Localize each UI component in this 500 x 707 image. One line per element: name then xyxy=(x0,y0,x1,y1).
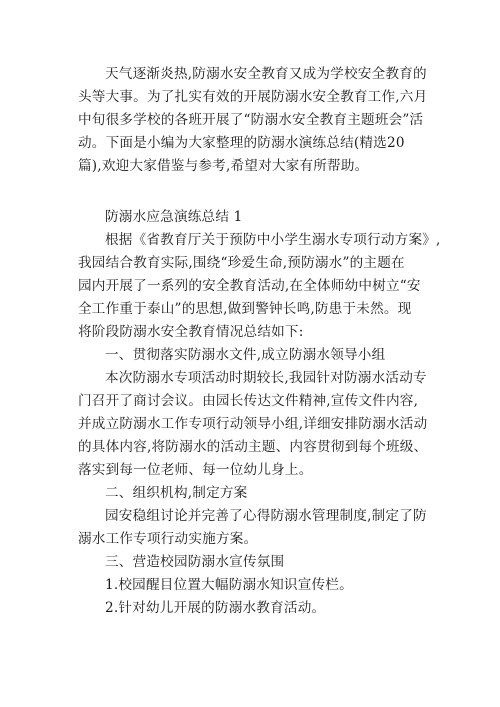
paragraph-line: 将阶段防溺水安全教育情况总结如下: xyxy=(78,324,304,340)
paragraph-line: 并成立防溺水工作专项行动领导小组,详细安排防溺水活动 xyxy=(78,416,428,432)
paragraph-line: 落实到每一位老师、每一位幼儿身上。 xyxy=(78,462,313,478)
section-heading: 三、营造校园防溺水宣传氛围 xyxy=(105,554,285,570)
list-item: 2.针对幼儿开展的防溺水教育活动。 xyxy=(105,600,326,616)
paragraph-line: 门召开了商讨会议。由园长传达文件精神,宣传文件内容, xyxy=(78,393,419,409)
paragraph-line: 全工作重于泰山”的思想,做到警钟长鸣,防患于未然。现 xyxy=(78,301,412,317)
intro-line: 头等大事。为了扎实有效的开展防溺水安全教育工作,六月 xyxy=(78,89,428,105)
section-title: 防溺水应急演练总结 1 xyxy=(105,209,243,225)
intro-line: 篇),欢迎大家借鉴与参考,希望对大家有所帮助。 xyxy=(78,158,369,174)
intro-line: 动。下面是小编为大家整理的防溺水演练总结(精选20 xyxy=(78,135,405,151)
intro-line: 天气逐渐炎热,防溺水安全教育又成为学校安全教育的 xyxy=(105,66,427,82)
paragraph-line: 的具体内容,将防溺水的活动主题、内容贯彻到每个班级、 xyxy=(78,439,428,455)
intro-line: 中旬很多学校的各班开展了“防溺水安全教育主题班会”活 xyxy=(78,112,424,128)
paragraph-line: 园内开展了一系列的安全教育活动,在全体师幼中树立“安 xyxy=(78,278,421,294)
paragraph-line: 根据《省教育厅关于预防中小学生溺水专项行动方案》, xyxy=(105,232,441,248)
paragraph-line: 溺水工作专项行动实施方案。 xyxy=(78,531,258,547)
section-heading: 二、组织机构,制定方案 xyxy=(105,485,248,501)
section-heading: 一、贯彻落实防溺水文件,成立防溺水领导小组 xyxy=(105,347,386,363)
paragraph-line: 园安稳组讨论并完善了心得防溺水管理制度,制定了防 xyxy=(105,508,427,524)
paragraph-line: 我园结合教育实际,围绕“珍爱生命,预防溺水”的主题在 xyxy=(78,255,405,271)
paragraph-line: 本次防溺水专项活动时期较长,我园针对防溺水活动专 xyxy=(105,370,427,386)
list-item: 1.校园醒目位置大幅防溺水知识宣传栏。 xyxy=(105,577,353,593)
